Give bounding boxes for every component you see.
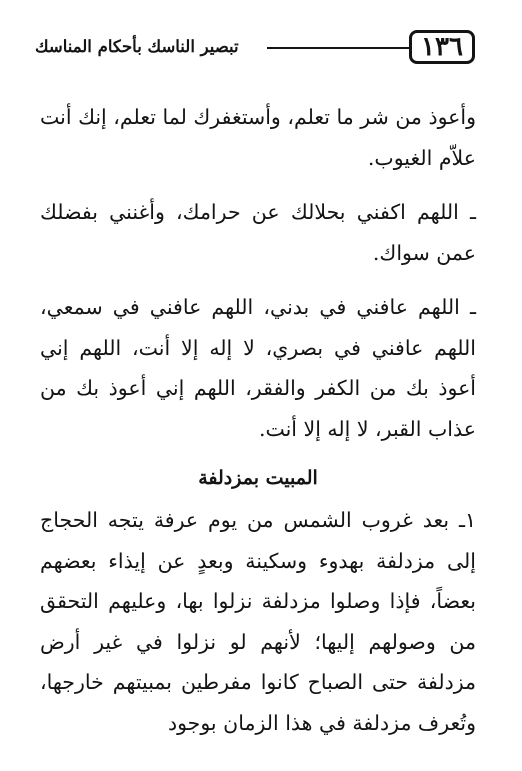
paragraph-supplication-1: ـ اللهم اكفني بحلالك عن حرامك، وأغنني بفضلك عمن سواك. — [40, 200, 476, 265]
paragraph-supplication-2: ـ اللهم عافني في بدني، اللهم عافني في سمعي، اللهم عافني في بصري، لا إله إلا أنت، اللهم إني أعوذ بك من الكفر والفقر، اللهم إني أعوذ بك من عذاب القبر، لا إله إلا أنت. — [40, 295, 476, 441]
section-heading: المبيت بمزدلفة — [198, 467, 318, 489]
page-number: ١٣٦ — [409, 30, 475, 64]
running-title: تبصير الناسك بأحكام المناسك — [35, 37, 239, 56]
page-header — [35, 30, 475, 70]
header-rule — [267, 47, 409, 49]
page-body — [40, 97, 476, 743]
paragraph-continuation: وأعوذ من شر ما تعلم، وأستغفرك لما تعلم، إنك أنت علاّم الغيوب. — [40, 105, 476, 170]
paragraph-item-1: ١ـ بعد غروب الشمس من يوم عرفة يتجه الحجاج إلى مزدلفة بهدوء وسكينة وبعدٍ عن إيذاء بعضهم بعضاً، فإذا وصلوا مزدلفة نزلوا بها، وعليهم التحقق من وصولهم إليها؛ لأنهم لو نزلوا في غير أرض مزدلفة حتى الصباح كانوا مفرطين بمبيتهم خارجها، وتُعرف مزدلفة في هذا الزمان بوجود — [40, 508, 476, 735]
